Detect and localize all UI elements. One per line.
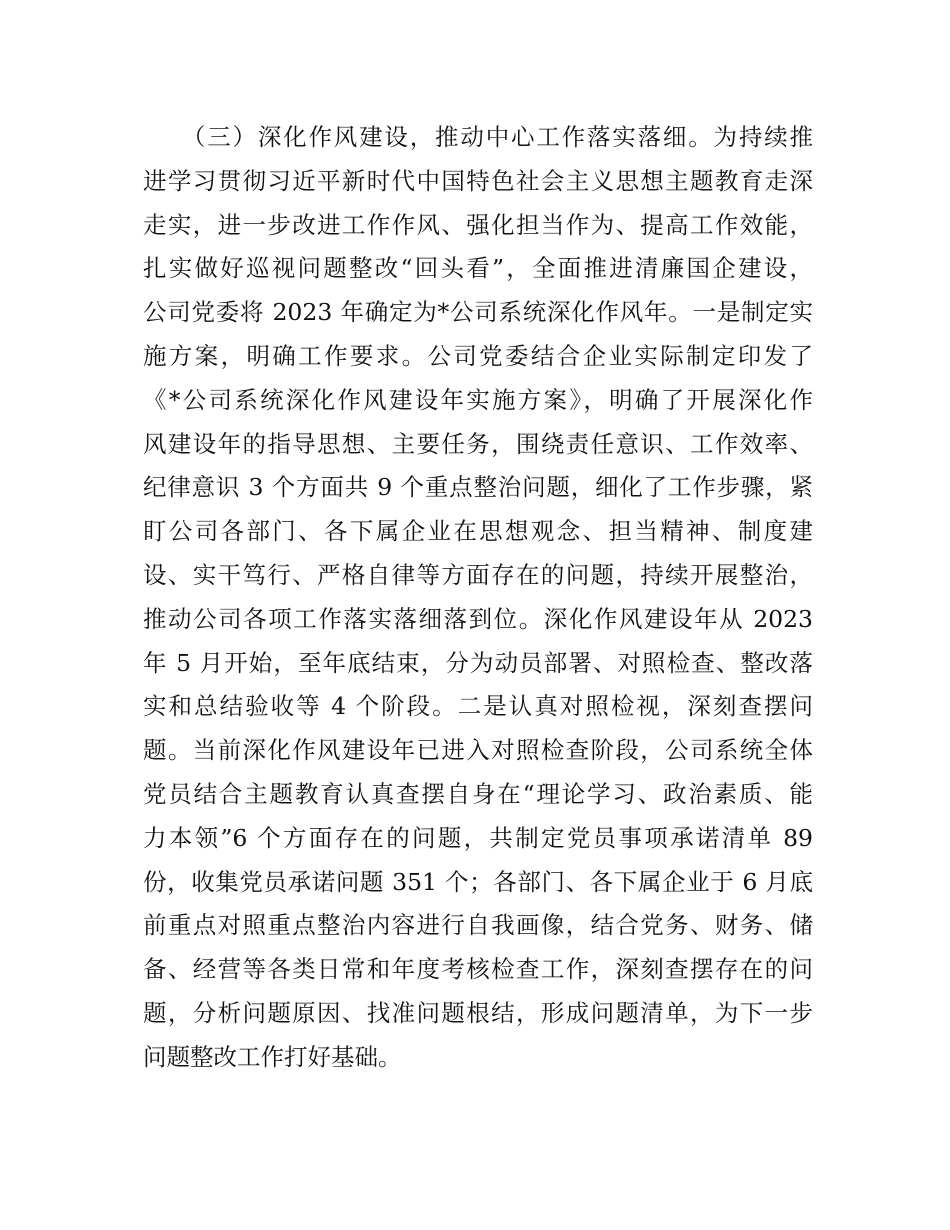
text-line: 党员结合主题教育认真查摆自身在“理论学习、政治素质、能 [143, 779, 813, 808]
text-line: 纪律意识 3 个方面共 9 个重点整治问题，细化了工作步骤，紧 [143, 473, 813, 502]
text-line: 推动公司各项工作落实落细落到位。深化作风建设年从 2023 [143, 604, 813, 633]
text-line: 份，收集党员承诺问题 351 个；各部门、各下属企业于 6 月底 [143, 867, 813, 896]
text-line: 力本领”6 个方面存在的问题，共制定党员事项承诺清单 89 [143, 823, 813, 852]
text-line: 题。当前深化作风建设年已进入对照检查阶段，公司系统全体 [143, 736, 813, 765]
text-line: 实和总结验收等 4 个阶段。二是认真对照检视，深刻查摆问 [143, 692, 813, 721]
text-line: 扎实做好巡视问题整改“回头看”，全面推进清廉国企建设， [143, 254, 813, 283]
body-paragraph [143, 116, 813, 1080]
text-line: 进学习贯彻习近平新时代中国特色社会主义思想主题教育走深 [143, 166, 813, 195]
text-line: 问题整改工作打好基础。 [143, 1042, 402, 1071]
text-line: 前重点对照重点整治内容进行自我画像，结合党务、财务、储 [143, 911, 813, 940]
text-line: 盯公司各部门、各下属企业在思想观念、担当精神、制度建 [143, 517, 813, 546]
text-line: 公司党委将 2023 年确定为*公司系统深化作风年。一是制定实 [143, 298, 813, 327]
text-line: 《*公司系统深化作风建设年实施方案》，明确了开展深化作 [143, 385, 813, 414]
text-line: 备、经营等各类日常和年度考核检查工作，深刻查摆存在的问 [143, 955, 813, 984]
text-line: 风建设年的指导思想、主要任务，围绕责任意识、工作效率、 [143, 429, 813, 458]
text-line: 走实，进一步改进工作作风、强化担当作为、提高工作效能， [143, 210, 813, 239]
text-line: 年 5 月开始，至年底结束，分为动员部署、对照检查、整改落 [143, 648, 813, 677]
text-line: 设、实干笃行、严格自律等方面存在的问题，持续开展整治， [143, 560, 813, 589]
text-line: 施方案，明确工作要求。公司党委结合企业实际制定印发了 [143, 341, 813, 370]
text-line: （三）深化作风建设，推动中心工作落实落细。为持续推 [143, 123, 813, 151]
text-line: 题，分析问题原因、找准问题根结，形成问题清单，为下一步 [143, 998, 813, 1027]
